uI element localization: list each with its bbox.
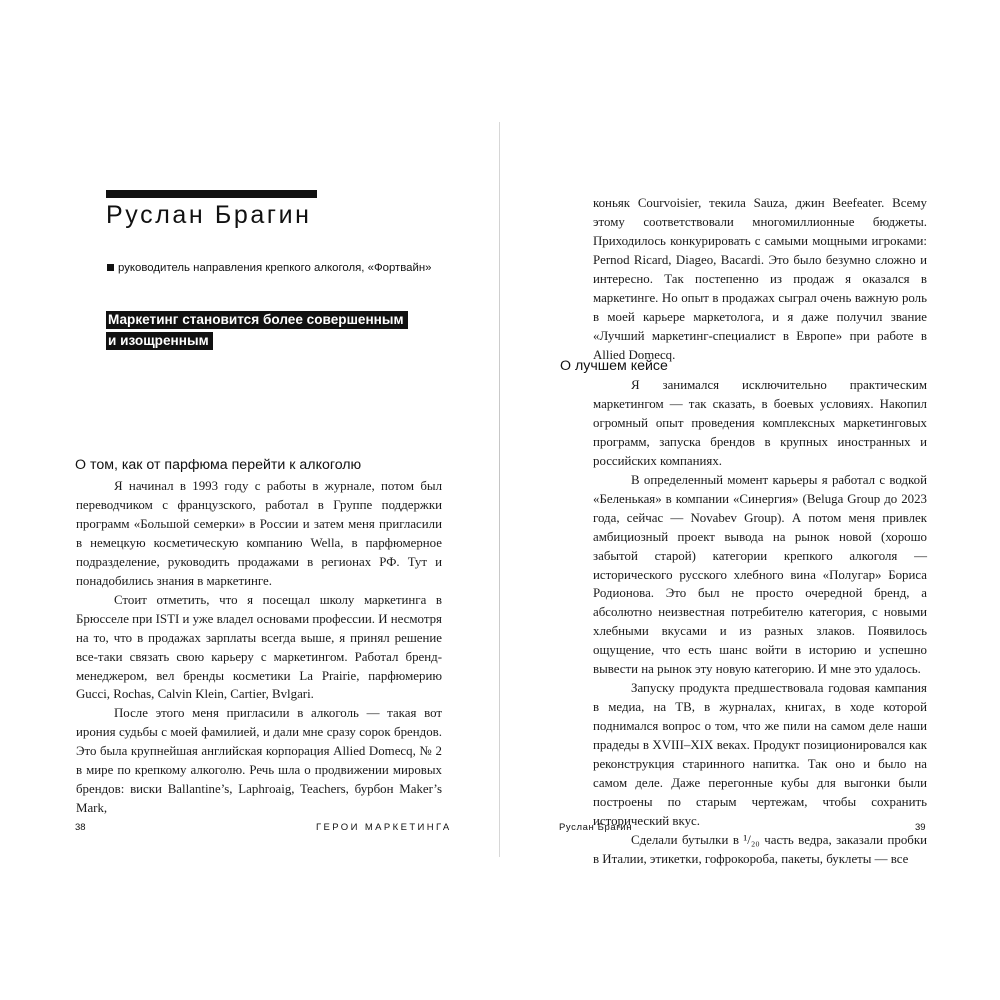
right-continuation-text: [593, 194, 927, 365]
right-paragraph-3: Запуску продукта предшествовала годовая кампания в медиа, на ТВ, в журналах, книгах, в ходе которой поднимался вопрос о том, что же пили на самом деле наши прадеды в XVIII–XIX веках. Продукт позиционировался как реконструкция старинного напитка. Так оно и было на самом деле. Даже перегонные кубы для выгонки были построены по старым чертежам, чтобы сохранить исторический вкус.: [593, 681, 927, 828]
right-paragraph-4: Сделали бутылки в ¹/₂₀ часть ведра, заказали пробки в Италии, этикетки, гофрокороба, пакеты, буклеты — все: [593, 832, 927, 866]
page-gutter: [499, 122, 500, 857]
right-paragraph-2: В определенный момент карьеры я работал с водкой «Беленькая» в компании «Синергия» (Beluga Group до 2023 года, сейчас — Novabev Group). А потом меня привлек амбициозный проект вывода на рынок новой (хорошо забытой старой) категории крепкого алкоголя — исторического русского хлебного вина «Полугар» Бориса Родионова. Это был не просто очередной бренд, а абсолютно неизвестная потребителю категория, с новыми хлебными вкусами и из разных злаков. Появилось ощущение, что есть шанс войти в историю и успешно вывести на рынок эту новую категорию. И мне это удалось.: [593, 472, 927, 677]
article-headline: [106, 309, 436, 351]
square-bullet-icon: [107, 264, 114, 271]
left-body-text: [76, 477, 442, 818]
author-position: [107, 262, 432, 274]
page-number-left: 38: [75, 822, 86, 833]
title-rule: [106, 190, 317, 198]
running-head-left: ГЕРОИ МАРКЕТИНГА: [316, 822, 452, 833]
page-number-right: 39: [915, 822, 926, 833]
headline-line-1: Маркетинг становится более совершенным: [106, 311, 408, 329]
left-paragraph-1: Я начинал в 1993 году с работы в журнале, потом был переводчиком с французского, работал в Группе поддержки программ «Большой семерки» в России и затем меня пригласили в немецкую косметическую компанию Wella, в парфюмерное подразделение, руководить продажами в регионах РФ. Тут и понадобились знания в маркетинге.: [76, 479, 442, 588]
section-heading-best-case: О лучшем кейсе: [560, 358, 668, 374]
right-body-text: [593, 376, 927, 869]
right-paragraph-1: Я занимался исключительно практическим маркетингом — так сказать, в боевых условиях. Накопил огромный опыт проведения комплексных маркетинговых программ, запуска брендов в крупных иностранных и российских компаниях.: [593, 378, 927, 468]
right-continuation-paragraph: коньяк Courvoisier, текила Sauza, джин Beefeater. Всему этому соответствовали многомиллионные бюджеты. Приходилось конкурировать с самыми мощными игроками: Pernod Ricard, Diageo, Bacardi. Это было безумно сложно и интересно. Так постепенно из продаж я оказался в маркетинге. Но опыт в продажах сыграл очень важную роль в моей карьере маркетолога, и я даже получил звание «Лучший маркетинг-специалист в Европе» при работе в Allied Domecq.: [593, 196, 927, 362]
section-heading-perfume-to-alcohol: О том, как от парфюма перейти к алкоголю: [75, 457, 362, 473]
left-paragraph-3: После этого меня пригласили в алкоголь — такая вот ирония судьбы с моей фамилией, и дали мне сразу сорок брендов. Это была крупнейшая английская корпорация Allied Domecq, № 2 в мире по крепкому алкоголю. Речь шла о продвижении мировых брендов: виски Ballantine’s, Laphroaig, Teachers, бурбон Maker’s Mark,: [76, 706, 442, 816]
running-head-right: Руслан Брагин: [559, 822, 633, 833]
headline-line-2: и изощренным: [106, 332, 213, 350]
left-paragraph-2: Стоит отметить, что я посещал школу маркетинга в Брюсселе при ISTI и уже владел основами профессии. И несмотря на то, что в продажах зарплаты всегда выше, я принял решение все-таки связать свою карьеру с маркетингом. Работал бренд-менеджером, вел бренды косметики La Prairie, парфюмерию Gucci, Rochas, Calvin Klein, Cartier, Bvlgari.: [76, 592, 442, 702]
author-name: Руслан Брагин: [106, 201, 312, 229]
author-position-text: руководитель направления крепкого алкоголя, «Фортвайн»: [118, 262, 432, 274]
